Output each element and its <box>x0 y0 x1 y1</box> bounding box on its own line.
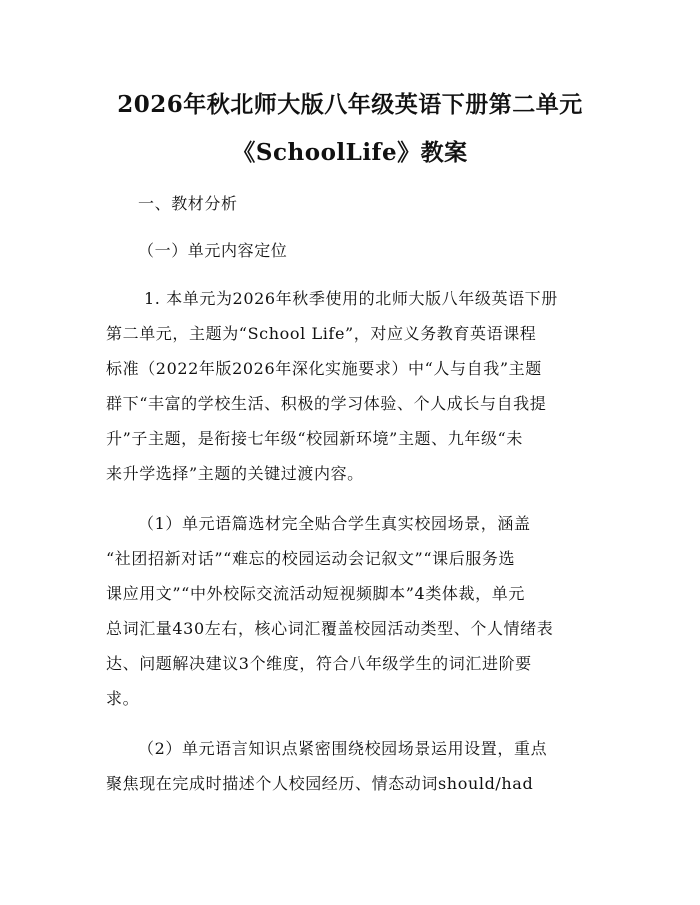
paragraph-3-line-1: （2）单元语言知识点紧密围绕校园场景运用设置，重点 <box>138 739 548 758</box>
paragraph-2-line-6: 求。 <box>106 689 140 708</box>
paragraph-2-line-3: 课应用文”“中外校际交流活动短视频脚本”4类体裁，单元 <box>106 584 525 603</box>
paragraph-1-line-3: 标准（2022年版2026年深化实施要求）中“人与自我”主题 <box>106 359 542 378</box>
paragraph-1-line-1: 1. 本单元为2026年秋季使用的北师大版八年级英语下册 <box>144 289 558 308</box>
paragraph-2-line-2: “社团招新对话”“难忘的校园运动会记叙文”“课后服务选 <box>106 549 516 568</box>
document-title-line-1: 2026年秋北师大版八年级英语下册第二单元 <box>117 91 583 118</box>
paragraph-1-line-6: 来升学选择”主题的关键过渡内容。 <box>106 464 364 483</box>
paragraph-1-line-4: 群下“丰富的学校生活、积极的学习体验、个人成长与自我提 <box>106 394 547 413</box>
section-heading: 一、教材分析 <box>138 194 238 213</box>
paragraph-2-line-1: （1）单元语篇选材完全贴合学生真实校园场景，涵盖 <box>138 514 531 533</box>
subsection-heading: （一）单元内容定位 <box>138 241 288 260</box>
document-title-line-2: 《SchoolLife》教案 <box>232 139 468 166</box>
paragraph-3-line-2: 聚焦现在完成时描述个人校园经历、情态动词should/had <box>106 774 534 793</box>
paragraph-1-line-2: 第二单元，主题为“School Life”，对应义务教育英语课程 <box>106 324 537 343</box>
paragraph-2-line-4: 总词汇量430左右，核心词汇覆盖校园活动类型、个人情绪表 <box>106 619 554 638</box>
paragraph-2-line-5: 达、问题解决建议3个维度，符合八年级学生的词汇进阶要 <box>106 654 532 673</box>
paragraph-1-line-5: 升”子主题，是衔接七年级“校园新环境”主题、九年级“未 <box>106 429 523 448</box>
